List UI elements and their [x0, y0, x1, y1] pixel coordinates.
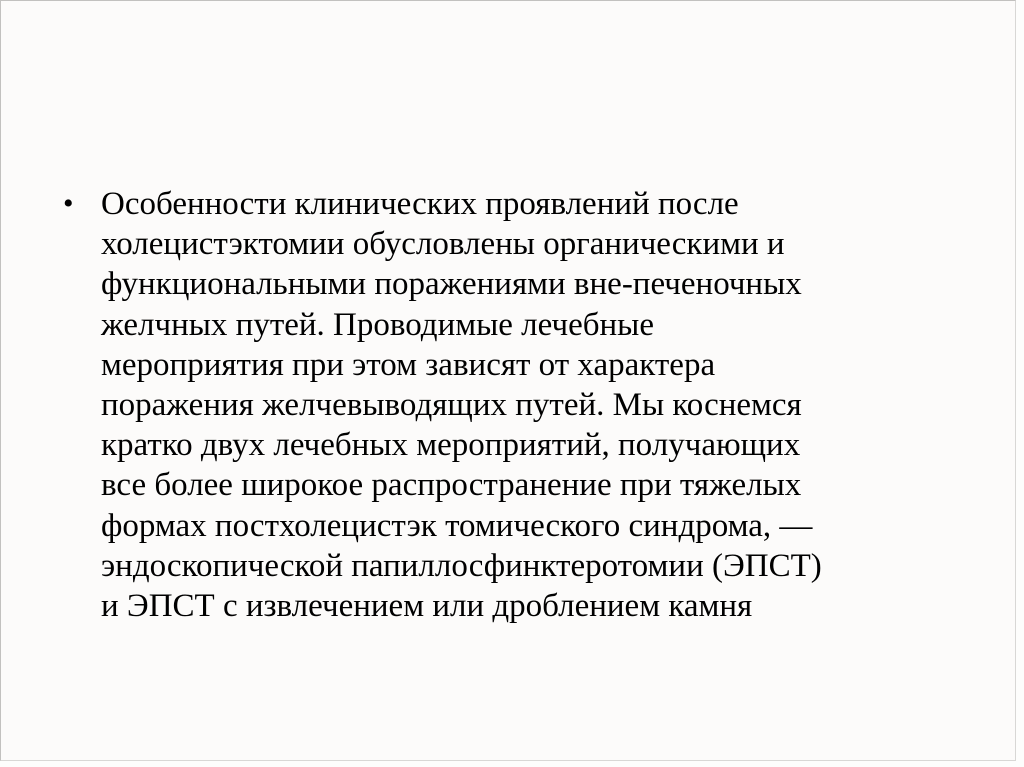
text-line: кратко двух лечебных мероприятий, получающих	[101, 427, 801, 464]
bullet-text	[101, 184, 822, 626]
text-line: желчных путей. Проводимые лечебные	[101, 306, 654, 343]
text-line: поражения желчевыводящих путей. Мы коснемся	[101, 386, 802, 423]
text-line: и ЭПСТ с извлечением или дроблением камня	[101, 587, 753, 624]
text-line: функциональными поражениями вне-печеночных	[101, 266, 802, 303]
text-line: эндоскопической папиллосфинктеротомии (ЭПСТ)	[101, 547, 822, 584]
text-line: мероприятия при этом зависят от характера	[101, 346, 716, 383]
text-line: все более широкое распространение при тяжелых	[101, 467, 802, 504]
bullet-marker: •	[63, 187, 74, 220]
text-line: Особенности клинических проявлений после	[101, 186, 739, 222]
text-line: формах постхолецистэк томического синдрома, —	[101, 507, 813, 544]
bullet-paragraph	[63, 184, 822, 626]
text-line: холецистэктомии обусловлены органическими и	[101, 226, 785, 263]
